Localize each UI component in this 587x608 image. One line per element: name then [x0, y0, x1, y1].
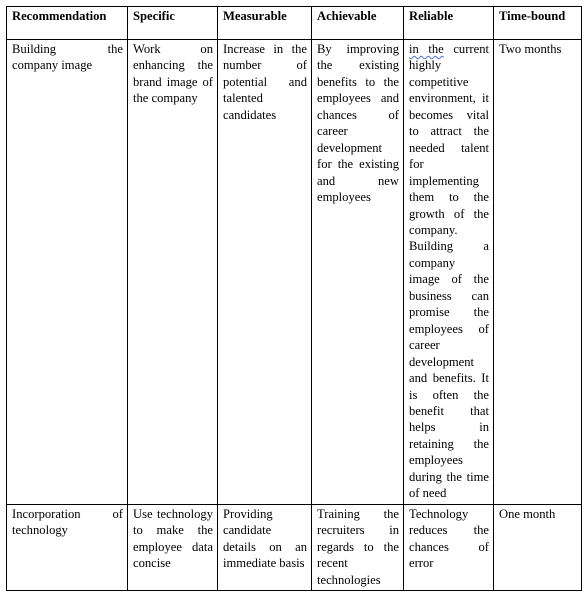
header-reliable: Reliable	[404, 7, 494, 40]
cell-reliable-text: current highly competitive environment, it becomes vital to attract the needed talent for implementing them to the growth of the company. Building a company image of the business can promise the employees of career development and benefits. It is often the benefit that helps in retaining the employees during the time of need	[409, 42, 489, 501]
cell-time-bound: One month	[494, 504, 582, 590]
header-row	[7, 7, 582, 40]
cell-measurable: Increase in the number of potential and talented candidates	[218, 40, 312, 505]
header-measurable: Measurable	[218, 7, 312, 40]
cell-recommendation: Building the company image	[7, 40, 128, 505]
spellcheck-underlined-text: in the	[409, 42, 444, 56]
cell-reliable-text: Technology reduces the chances of error	[409, 506, 489, 571]
header-specific: Specific	[128, 7, 218, 40]
smart-recommendations-table	[6, 6, 582, 591]
cell-specific: Use technology to make the employee data concise	[128, 504, 218, 590]
cell-achievable: Training the recruiters in regards to the recent technologies	[312, 504, 404, 590]
cell-recommendation: Incorporation of technology	[7, 504, 128, 590]
header-achievable: Achievable	[312, 7, 404, 40]
cell-measurable: Providing candidate details on an immediate basis	[218, 504, 312, 590]
cell-achievable: By improving the existing benefits to the employees and chances of career development for the existing and new employees	[312, 40, 404, 505]
table-row	[7, 40, 582, 505]
cell-specific: Work on enhancing the brand image of the company	[128, 40, 218, 505]
cell-reliable	[404, 40, 494, 505]
cell-reliable	[404, 504, 494, 590]
header-recommendation: Recommendation	[7, 7, 128, 40]
header-time-bound: Time-bound	[494, 7, 582, 40]
table-row	[7, 504, 582, 590]
cell-time-bound: Two months	[494, 40, 582, 505]
